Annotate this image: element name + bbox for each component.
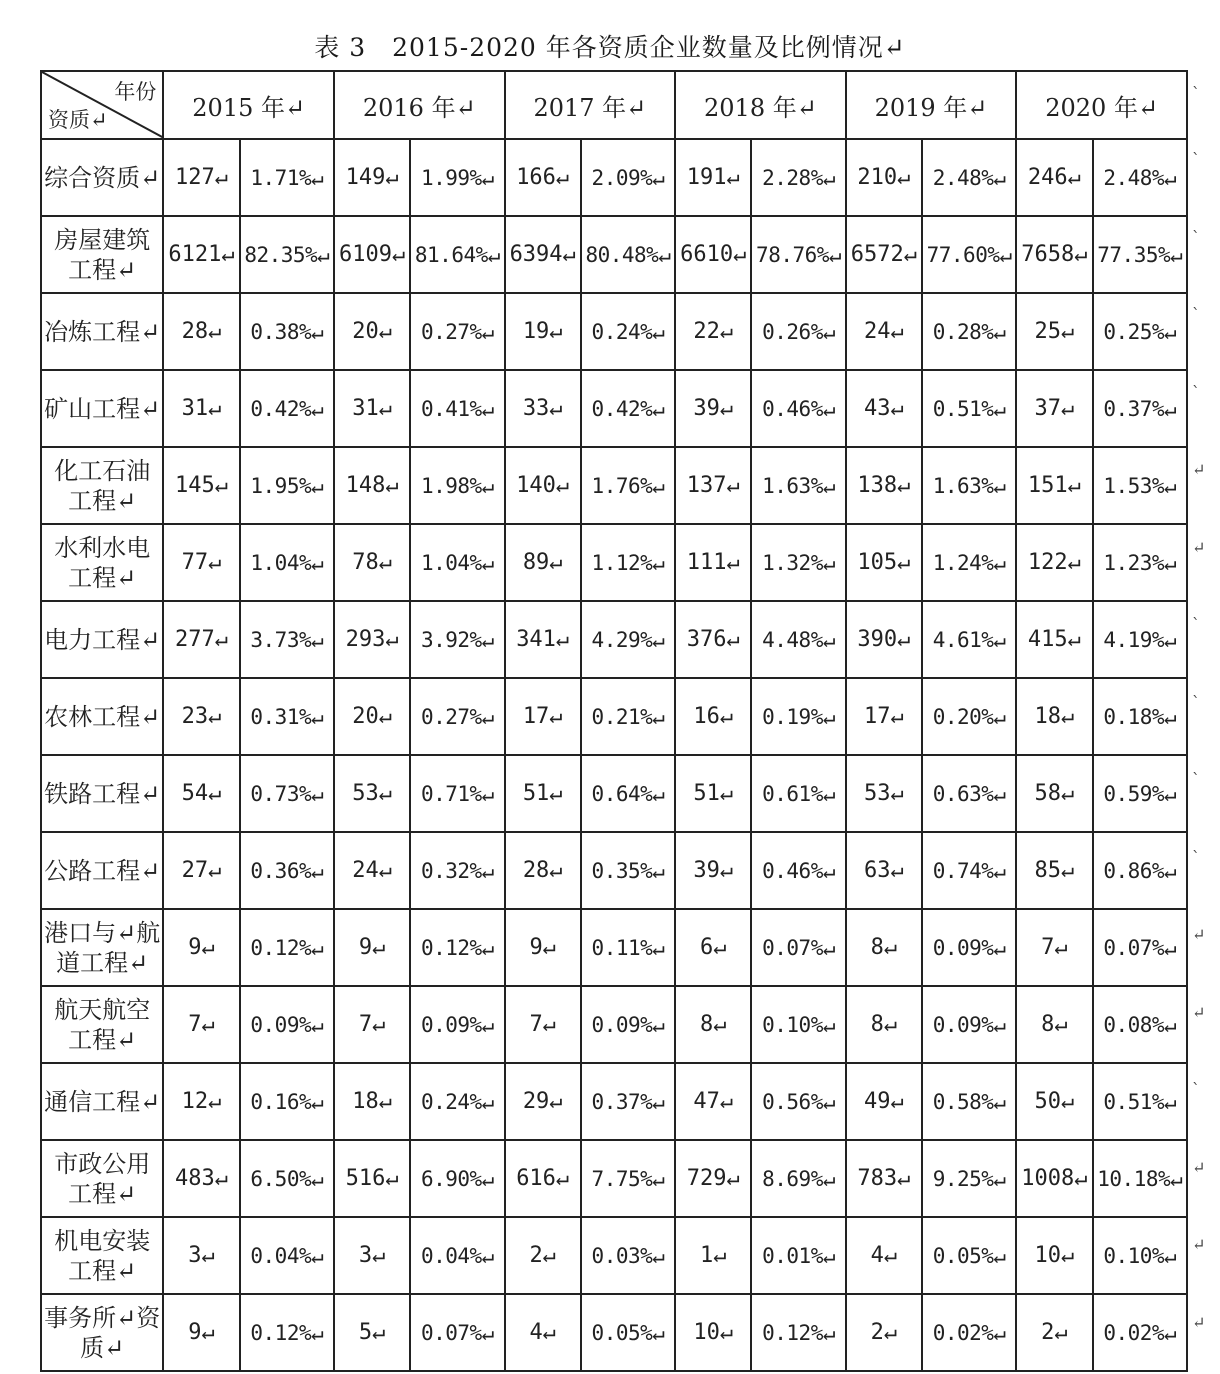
percent-cell: 4.19%↵ [1093,601,1187,678]
paragraph-mark: ˋ [1192,615,1200,634]
paragraph-mark: ˋ [1192,305,1200,324]
percent-cell: 0.21%↵ [581,678,675,755]
count-cell: 51↵ [675,755,751,832]
count-cell: 9↵ [505,909,581,986]
percent-cell: 3.92%↵ [410,601,504,678]
count-cell: 43↵ [846,370,922,447]
qualification-table [40,70,1188,1372]
count-cell: 1008↵ [1016,1140,1092,1217]
paragraph-mark: ˋ [1192,150,1200,169]
count-cell: 28↵ [163,293,239,370]
percent-cell: 2.48%↵ [1093,139,1187,216]
count-cell: 89↵ [505,524,581,601]
percent-cell: 1.71%↵ [240,139,334,216]
percent-cell: 0.04%↵ [240,1217,334,1294]
percent-cell: 1.53%↵ [1093,447,1187,524]
count-cell: 24↵ [334,832,410,909]
percent-cell: 1.32%↵ [751,524,845,601]
qualification-label: 航天航空工程↵ [41,986,163,1063]
paragraph-mark: ˋ [1192,770,1200,789]
table-row [41,524,1187,601]
count-cell: 54↵ [163,755,239,832]
count-cell: 12↵ [163,1063,239,1140]
count-cell: 7658↵ [1016,216,1092,293]
count-cell: 9↵ [163,1294,239,1371]
count-cell: 50↵ [1016,1063,1092,1140]
percent-cell: 0.46%↵ [751,832,845,909]
percent-cell: 0.37%↵ [581,1063,675,1140]
table-row [41,216,1187,293]
count-cell: 6↵ [675,909,751,986]
percent-cell: 0.04%↵ [410,1217,504,1294]
count-cell: 293↵ [334,601,410,678]
count-cell: 8↵ [846,909,922,986]
count-cell: 8↵ [675,986,751,1063]
count-cell: 7↵ [334,986,410,1063]
percent-cell: 6.90%↵ [410,1140,504,1217]
percent-cell: 0.36%↵ [240,832,334,909]
percent-cell: 1.76%↵ [581,447,675,524]
percent-cell: 0.12%↵ [240,1294,334,1371]
percent-cell: 0.37%↵ [1093,370,1187,447]
count-cell: 9↵ [334,909,410,986]
qualification-label: 公路工程↵ [41,832,163,909]
table-row [41,293,1187,370]
percent-cell: 0.61%↵ [751,755,845,832]
count-cell: 17↵ [505,678,581,755]
count-cell: 8↵ [846,986,922,1063]
table-row [41,1140,1187,1217]
qualification-label: 铁路工程↵ [41,755,163,832]
count-cell: 10↵ [1016,1217,1092,1294]
qualification-label: 房屋建筑工程↵ [41,216,163,293]
percent-cell: 0.42%↵ [581,370,675,447]
year-header: 2019 年↵ [846,71,1017,139]
count-cell: 2↵ [846,1294,922,1371]
percent-cell: 0.38%↵ [240,293,334,370]
corner-cell [41,71,163,139]
percent-cell: 0.24%↵ [410,1063,504,1140]
percent-cell: 0.35%↵ [581,832,675,909]
count-cell: 58↵ [1016,755,1092,832]
count-cell: 483↵ [163,1140,239,1217]
header-row [41,71,1187,139]
paragraph-mark: ˋ [1192,1080,1200,1099]
table-row [41,755,1187,832]
percent-cell: 4.61%↵ [922,601,1016,678]
percent-cell: 81.64%↵ [410,216,504,293]
count-cell: 1↵ [675,1217,751,1294]
count-cell: 2↵ [1016,1294,1092,1371]
percent-cell: 2.09%↵ [581,139,675,216]
qualification-label: 电力工程↵ [41,601,163,678]
count-cell: 6121↵ [163,216,239,293]
percent-cell: 0.26%↵ [751,293,845,370]
count-cell: 140↵ [505,447,581,524]
count-cell: 277↵ [163,601,239,678]
count-cell: 9↵ [163,909,239,986]
percent-cell: 1.24%↵ [922,524,1016,601]
percent-cell: 0.24%↵ [581,293,675,370]
paragraph-mark: ↵ [1192,1235,1206,1254]
count-cell: 4↵ [505,1294,581,1371]
percent-cell: 0.05%↵ [922,1217,1016,1294]
percent-cell: 0.07%↵ [751,909,845,986]
percent-cell: 1.12%↵ [581,524,675,601]
percent-cell: 0.18%↵ [1093,678,1187,755]
count-cell: 415↵ [1016,601,1092,678]
percent-cell: 3.73%↵ [240,601,334,678]
count-cell: 29↵ [505,1063,581,1140]
count-cell: 10↵ [675,1294,751,1371]
percent-cell: 78.76%↵ [751,216,845,293]
percent-cell: 0.09%↵ [410,986,504,1063]
year-header: 2017 年↵ [505,71,676,139]
percent-cell: 0.10%↵ [751,986,845,1063]
percent-cell: 0.56%↵ [751,1063,845,1140]
count-cell: 17↵ [846,678,922,755]
count-cell: 51↵ [505,755,581,832]
percent-cell: 7.75%↵ [581,1140,675,1217]
count-cell: 49↵ [846,1063,922,1140]
count-cell: 18↵ [1016,678,1092,755]
percent-cell: 6.50%↵ [240,1140,334,1217]
percent-cell: 0.41%↵ [410,370,504,447]
table-title: 表 3 2015-2020 年各资质企业数量及比例情况↵ [314,33,906,62]
count-cell: 4↵ [846,1217,922,1294]
paragraph-mark: ↵ [1192,460,1206,479]
percent-cell: 4.48%↵ [751,601,845,678]
qualification-label: 冶炼工程↵ [41,293,163,370]
count-cell: 3↵ [163,1217,239,1294]
count-cell: 145↵ [163,447,239,524]
qualification-label: 水利水电工程↵ [41,524,163,601]
percent-cell: 0.02%↵ [922,1294,1016,1371]
percent-cell: 1.04%↵ [240,524,334,601]
percent-cell: 0.16%↵ [240,1063,334,1140]
percent-cell: 0.12%↵ [751,1294,845,1371]
percent-cell: 2.28%↵ [751,139,845,216]
percent-cell: 0.03%↵ [581,1217,675,1294]
count-cell: 39↵ [675,370,751,447]
percent-cell: 77.60%↵ [922,216,1016,293]
count-cell: 105↵ [846,524,922,601]
qualification-label: 通信工程↵ [41,1063,163,1140]
count-cell: 63↵ [846,832,922,909]
count-cell: 6610↵ [675,216,751,293]
percent-cell: 0.09%↵ [922,909,1016,986]
table-row [41,909,1187,986]
count-cell: 166↵ [505,139,581,216]
percent-cell: 1.98%↵ [410,447,504,524]
count-cell: 137↵ [675,447,751,524]
percent-cell: 0.86%↵ [1093,832,1187,909]
count-cell: 78↵ [334,524,410,601]
paragraph-mark: ↵ [1192,537,1206,557]
percent-cell: 1.95%↵ [240,447,334,524]
percent-cell: 2.48%↵ [922,139,1016,216]
percent-cell: 77.35%↵ [1093,216,1187,293]
corner-qualification-label: 资质↵ [48,108,108,132]
count-cell: 6109↵ [334,216,410,293]
percent-cell: 0.51%↵ [1093,1063,1187,1140]
percent-cell: 0.51%↵ [922,370,1016,447]
count-cell: 53↵ [334,755,410,832]
table-row [41,601,1187,678]
count-cell: 18↵ [334,1063,410,1140]
count-cell: 210↵ [846,139,922,216]
percent-cell: 0.02%↵ [1093,1294,1187,1371]
count-cell: 2↵ [505,1217,581,1294]
count-cell: 246↵ [1016,139,1092,216]
percent-cell: 0.09%↵ [581,986,675,1063]
percent-cell: 0.20%↵ [922,678,1016,755]
count-cell: 33↵ [505,370,581,447]
count-cell: 6394↵ [505,216,581,293]
qualification-label: 机电安装工程↵ [41,1217,163,1294]
percent-cell: 0.19%↵ [751,678,845,755]
qualification-label: 市政公用工程↵ [41,1140,163,1217]
table-row [41,139,1187,216]
count-cell: 20↵ [334,293,410,370]
year-header: 2015 年↵ [163,71,334,139]
count-cell: 516↵ [334,1140,410,1217]
percent-cell: 0.05%↵ [581,1294,675,1371]
percent-cell: 0.46%↵ [751,370,845,447]
count-cell: 24↵ [846,293,922,370]
count-cell: 7↵ [505,986,581,1063]
count-cell: 31↵ [163,370,239,447]
percent-cell: 4.29%↵ [581,601,675,678]
percent-cell: 0.63%↵ [922,755,1016,832]
count-cell: 149↵ [334,139,410,216]
paragraph-mark: ˋ [1192,692,1200,712]
count-cell: 85↵ [1016,832,1092,909]
percent-cell: 1.04%↵ [410,524,504,601]
count-cell: 19↵ [505,293,581,370]
paragraph-mark: ↵ [1192,1002,1206,1022]
count-cell: 25↵ [1016,293,1092,370]
percent-cell: 1.99%↵ [410,139,504,216]
paragraph-mark: ˋ [1192,382,1200,402]
count-cell: 53↵ [846,755,922,832]
count-cell: 783↵ [846,1140,922,1217]
table-row [41,1294,1187,1371]
percent-cell: 0.08%↵ [1093,986,1187,1063]
qualification-label: 农林工程↵ [41,678,163,755]
percent-cell: 0.25%↵ [1093,293,1187,370]
count-cell: 376↵ [675,601,751,678]
count-cell: 127↵ [163,139,239,216]
qualification-label: 矿山工程↵ [41,370,163,447]
count-cell: 191↵ [675,139,751,216]
paragraph-mark: ˋ [1192,227,1200,247]
paragraph-mark: ↵ [1192,1312,1206,1332]
percent-cell: 0.10%↵ [1093,1217,1187,1294]
percent-cell: 0.27%↵ [410,293,504,370]
count-cell: 8↵ [1016,986,1092,1063]
percent-cell: 1.63%↵ [922,447,1016,524]
corner-year-label: 年份 [114,80,157,104]
count-cell: 729↵ [675,1140,751,1217]
percent-cell: 0.73%↵ [240,755,334,832]
paragraph-mark: ↵ [1192,1157,1206,1177]
table-row [41,370,1187,447]
percent-cell: 0.11%↵ [581,909,675,986]
table-row [41,1063,1187,1140]
percent-cell: 0.28%↵ [922,293,1016,370]
count-cell: 138↵ [846,447,922,524]
percent-cell: 0.32%↵ [410,832,504,909]
percent-cell: 0.01%↵ [751,1217,845,1294]
count-cell: 22↵ [675,293,751,370]
percent-cell: 10.18%↵ [1093,1140,1187,1217]
percent-cell: 0.58%↵ [922,1063,1016,1140]
count-cell: 122↵ [1016,524,1092,601]
percent-cell: 0.71%↵ [410,755,504,832]
count-cell: 39↵ [675,832,751,909]
percent-cell: 80.48%↵ [581,216,675,293]
paragraph-mark: ˋ [1192,847,1200,867]
count-cell: 148↵ [334,447,410,524]
count-cell: 151↵ [1016,447,1092,524]
percent-cell: 0.12%↵ [410,909,504,986]
count-cell: 27↵ [163,832,239,909]
count-cell: 20↵ [334,678,410,755]
percent-cell: 0.64%↵ [581,755,675,832]
count-cell: 7↵ [1016,909,1092,986]
count-cell: 23↵ [163,678,239,755]
count-cell: 28↵ [505,832,581,909]
count-cell: 47↵ [675,1063,751,1140]
percent-cell: 1.63%↵ [751,447,845,524]
count-cell: 77↵ [163,524,239,601]
count-cell: 16↵ [675,678,751,755]
qualification-label: 港口与↵航道工程↵ [41,909,163,986]
paragraph-mark: ↵ [1192,925,1206,944]
percent-cell: 0.42%↵ [240,370,334,447]
year-header: 2016 年↵ [334,71,505,139]
percent-cell: 0.74%↵ [922,832,1016,909]
percent-cell: 82.35%↵ [240,216,334,293]
table-row [41,1217,1187,1294]
count-cell: 3↵ [334,1217,410,1294]
count-cell: 616↵ [505,1140,581,1217]
percent-cell: 9.25%↵ [922,1140,1016,1217]
count-cell: 341↵ [505,601,581,678]
table-row [41,447,1187,524]
percent-cell: 8.69%↵ [751,1140,845,1217]
percent-cell: 0.31%↵ [240,678,334,755]
count-cell: 7↵ [163,986,239,1063]
table-row [41,678,1187,755]
percent-cell: 0.09%↵ [240,986,334,1063]
percent-cell: 0.09%↵ [922,986,1016,1063]
percent-cell: 0.59%↵ [1093,755,1187,832]
count-cell: 31↵ [334,370,410,447]
percent-cell: 0.12%↵ [240,909,334,986]
table-row [41,986,1187,1063]
qualification-label: 综合资质↵ [41,139,163,216]
percent-cell: 0.07%↵ [1093,909,1187,986]
paragraph-mark: ˋ [1192,84,1200,103]
qualification-label: 事务所↵资质↵ [41,1294,163,1371]
count-cell: 37↵ [1016,370,1092,447]
year-header: 2020 年↵ [1016,71,1187,139]
count-cell: 5↵ [334,1294,410,1371]
count-cell: 6572↵ [846,216,922,293]
percent-cell: 0.27%↵ [410,678,504,755]
percent-cell: 1.23%↵ [1093,524,1187,601]
year-header: 2018 年↵ [675,71,846,139]
count-cell: 390↵ [846,601,922,678]
qualification-label: 化工石油工程↵ [41,447,163,524]
percent-cell: 0.07%↵ [410,1294,504,1371]
table-row [41,832,1187,909]
count-cell: 111↵ [675,524,751,601]
